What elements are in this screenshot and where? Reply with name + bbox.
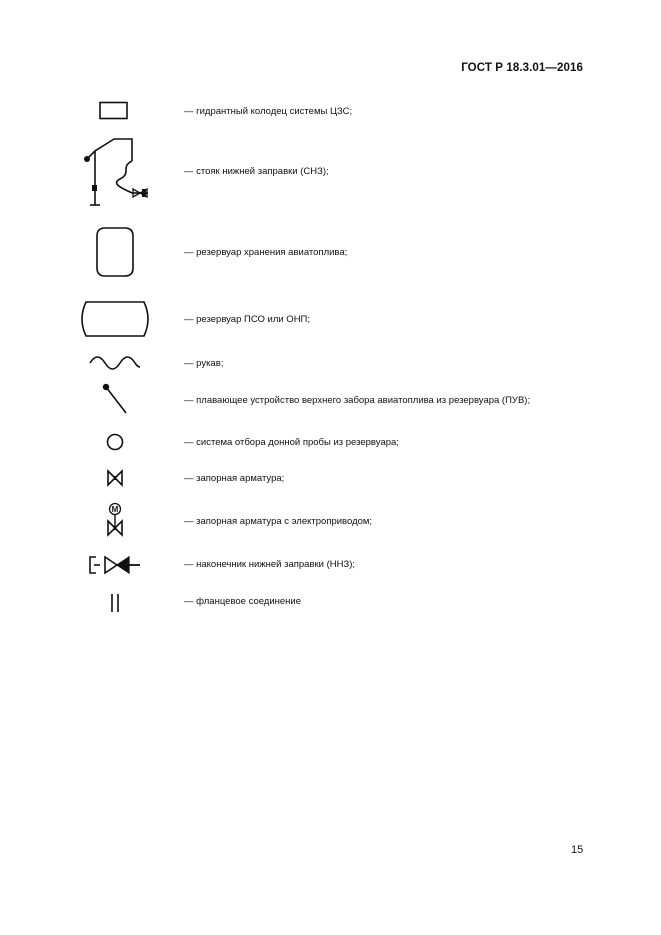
shutoff-valve-icon	[70, 469, 160, 489]
hydrant-well-icon	[70, 101, 160, 121]
legend-text-hydrant-well: — гидрантный колодец системы ЦЗС;	[184, 106, 353, 117]
legend-text-hose: — рукав;	[184, 358, 224, 369]
horizontal-tank-icon	[70, 300, 160, 340]
hose-icon	[70, 355, 160, 371]
legend-text-horizontal-tank: — резервуар ПСО или ОНП;	[184, 314, 311, 325]
floating-intake-icon	[70, 381, 160, 417]
legend-text-bottom-fueling-riser: — стояк нижней заправки (СНЗ);	[184, 166, 329, 177]
legend-text-shutoff-valve: — запорная арматура;	[184, 473, 285, 484]
legend-text-storage-tank: — резервуар хранения авиатоплива;	[184, 247, 348, 258]
legend-text-sampling-system: — система отбора донной пробы из резервуара;	[184, 437, 399, 448]
page-number: 15	[571, 844, 584, 856]
legend-text-bottom-nozzle: — наконечник нижней заправки (ННЗ);	[184, 559, 356, 570]
bottom-nozzle-icon	[70, 554, 160, 576]
svg-text:M: M	[111, 505, 119, 514]
legend-text-floating-intake: — плавающее устройство верхнего забора авиатоплива из резервуара (ПУВ);	[184, 395, 531, 406]
motorized-valve-icon	[70, 502, 160, 538]
bottom-fueling-riser-icon	[70, 137, 160, 209]
flange-connection-icon	[70, 592, 160, 614]
legend-text-motorized-valve: — запорная арматура с электроприводом;	[184, 516, 373, 527]
legend-text-flange-connection: — фланцевое соединение	[184, 596, 302, 607]
sampling-system-icon	[70, 432, 160, 452]
storage-tank-icon	[70, 226, 160, 282]
document-header: ГОСТ Р 18.3.01—2016	[461, 62, 583, 74]
